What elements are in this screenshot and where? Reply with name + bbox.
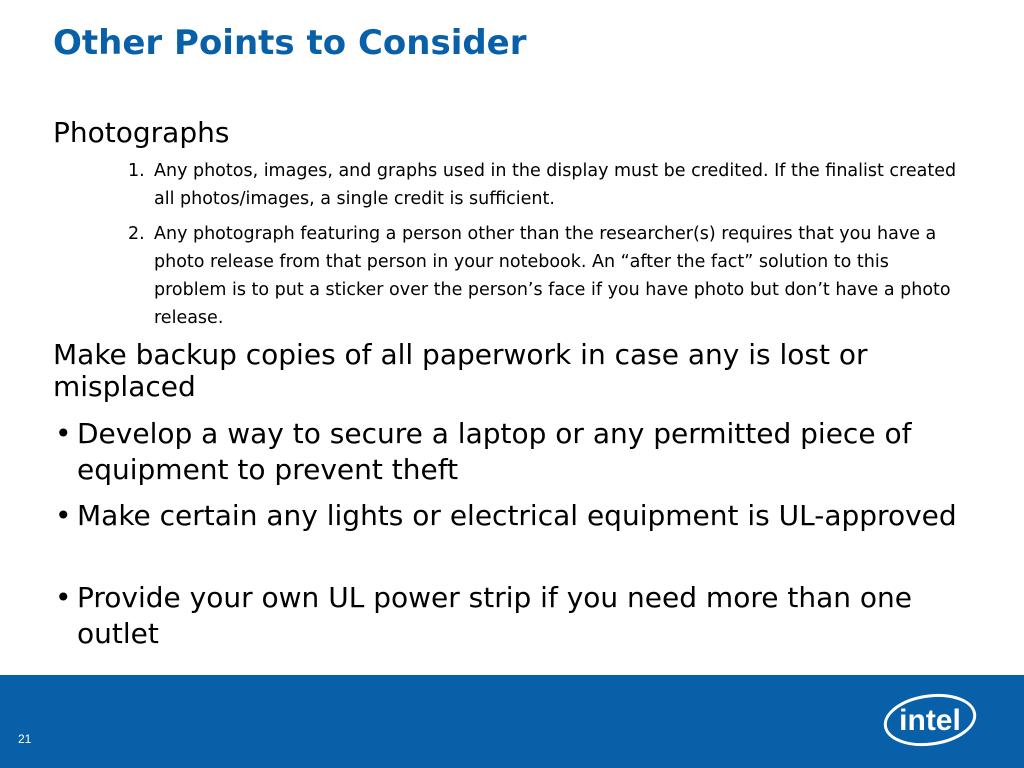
bullet-item bbox=[53, 498, 973, 534]
backup-paragraph: Make backup copies of all paperwork in case any is lost or misplaced bbox=[53, 338, 868, 403]
item-text: Any photograph featuring a person other than the researcher(s) requires that you have a photo release from that person in your notebook. An “after the fact” solution to this problem is to put a sticker over the person’s face if you have photo but don’t have a photo release. bbox=[154, 224, 951, 328]
bullet-dot-icon: • bbox=[55, 499, 72, 532]
numbered-item bbox=[128, 157, 958, 213]
numbered-item bbox=[128, 220, 958, 332]
bullet-text: Provide your own UL power strip if you need more than one outlet bbox=[77, 581, 912, 650]
bullet-text: Develop a way to secure a laptop or any permitted piece of equipment to prevent theft bbox=[77, 417, 912, 486]
item-number: 1. bbox=[128, 161, 145, 181]
section-heading-photographs: Photographs bbox=[53, 116, 230, 149]
slide-title: Other Points to Consider bbox=[53, 23, 527, 63]
intel-logo-icon bbox=[882, 688, 982, 750]
item-number: 2. bbox=[128, 224, 145, 244]
item-text: Any photos, images, and graphs used in the display must be credited. If the finalist created all photos/images, a single credit is sufficient. bbox=[154, 161, 957, 209]
bullet-text: Make certain any lights or electrical equipment is UL-approved bbox=[77, 499, 957, 532]
footer-bar bbox=[0, 675, 1024, 768]
page-number: 21 bbox=[18, 732, 32, 746]
bullet-dot-icon: • bbox=[55, 417, 72, 450]
bullet-dot-icon: • bbox=[55, 581, 72, 614]
logo-wordmark: intel bbox=[899, 704, 961, 737]
bullet-item bbox=[53, 580, 973, 652]
bullet-item bbox=[53, 416, 973, 488]
